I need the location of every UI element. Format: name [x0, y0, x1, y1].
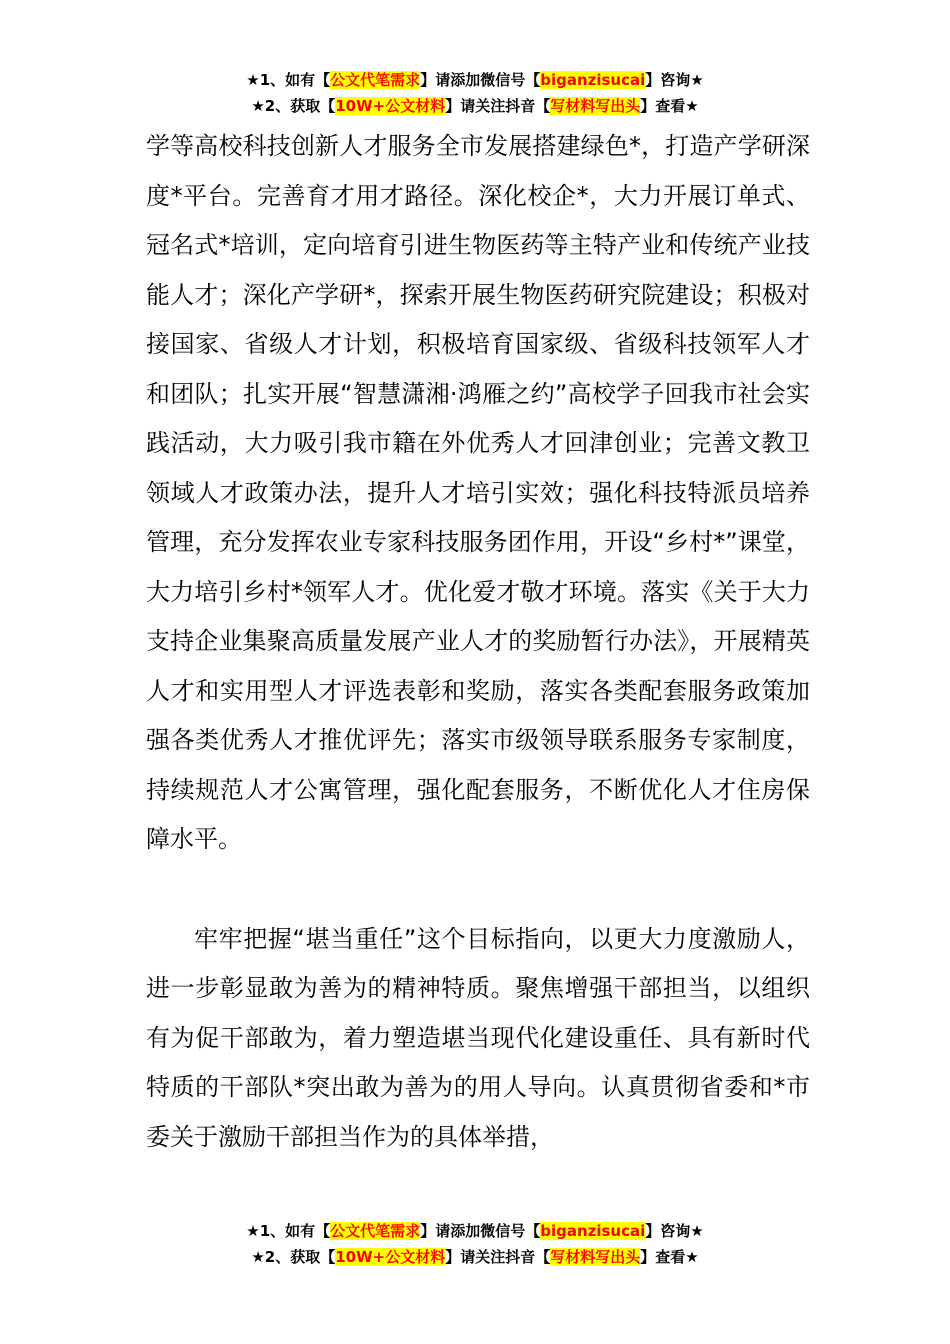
banner-line-1-prefix: ★1、如有【 [246, 71, 331, 89]
footer-line-2-middle: 】请关注抖音【 [445, 1248, 551, 1266]
footer-line-1-highlight-2: biganzisucai [540, 1222, 646, 1240]
banner-line-2-suffix: 】查看★ [640, 97, 699, 115]
footer-line-1-highlight-1: 公文代笔需求 [330, 1222, 421, 1240]
banner-line-2 [0, 93, 950, 119]
footer-line-1-prefix: ★1、如有【 [246, 1222, 331, 1240]
footer-banner-line-2 [0, 1244, 950, 1270]
header-banner [0, 67, 950, 119]
banner-line-2-middle: 】请关注抖音【 [445, 97, 551, 115]
banner-line-1-highlight-2: biganzisucai [540, 71, 646, 89]
footer-line-2-prefix: ★2、获取【 [251, 1248, 336, 1266]
footer-line-1-suffix: 】咨询★ [645, 1222, 704, 1240]
footer-line-2-highlight-1: 10W+公文材料 [335, 1248, 446, 1266]
document-body [146, 122, 810, 1162]
banner-line-2-prefix: ★2、获取【 [251, 97, 336, 115]
footer-line-2-suffix: 】查看★ [640, 1248, 699, 1266]
banner-line-1-suffix: 】咨询★ [645, 71, 704, 89]
paragraph-1: 学等高校科技创新人才服务全市发展搭建绿色*，打造产学研深度*平台。完善育才用才路径。深化校企*，大力开展订单式、冠名式*培训，定向培育引进生物医药等主特产业和传统产业技能人才；深化产学研*，探索开展生物医药研究院建设；积极对接国家、省级人才计划，积极培育国家级、省级科技领军人才和团队；扎实开展“智慧潇湘·鸿雁之约”高校学子回我市社会实践活动，大力吸引我市籍在外优秀人才回津创业；完善文教卫领域人才政策办法，提升人才培引实效；强化科技特派员培养管理，充分发挥农业专家科技服务团作用，开设“乡村*”课堂，大力培引乡村*领军人才。优化爱才敬才环境。落实《关于大力支持企业集聚高质量发展产业人才的奖励暂行办法》，开展精英人才和实用型人才评选表彰和奖励，落实各类配套服务政策加强各类优秀人才推优评先；落实市级领导联系服务专家制度，持续规范人才公寓管理，强化配套服务，不断优化人才住房保障水平。 [146, 132, 810, 853]
footer-banner [0, 1218, 950, 1270]
banner-line-1-middle: 】请添加微信号【 [420, 71, 541, 89]
paragraph-2: 牢牢把握“堪当重任”这个目标指向，以更大力度激励人，进一步彰显敢为善为的精神特质。聚焦增强干部担当，以组织有为促干部敢为，着力塑造堪当现代化建设重任、具有新时代特质的干部队*突出敢为善为的用人导向。认真贯彻省委和*市委关于激励干部担当作为的具体举措， [146, 924, 810, 1151]
footer-line-2-highlight-2: 写材料写出头 [550, 1248, 641, 1266]
banner-line-1-highlight-1: 公文代笔需求 [330, 71, 421, 89]
footer-banner-line-1 [0, 1218, 950, 1244]
banner-line-2-highlight-1: 10W+公文材料 [335, 97, 446, 115]
banner-line-1 [0, 67, 950, 93]
banner-line-2-highlight-2: 写材料写出头 [550, 97, 641, 115]
footer-line-1-middle: 】请添加微信号【 [420, 1222, 541, 1240]
